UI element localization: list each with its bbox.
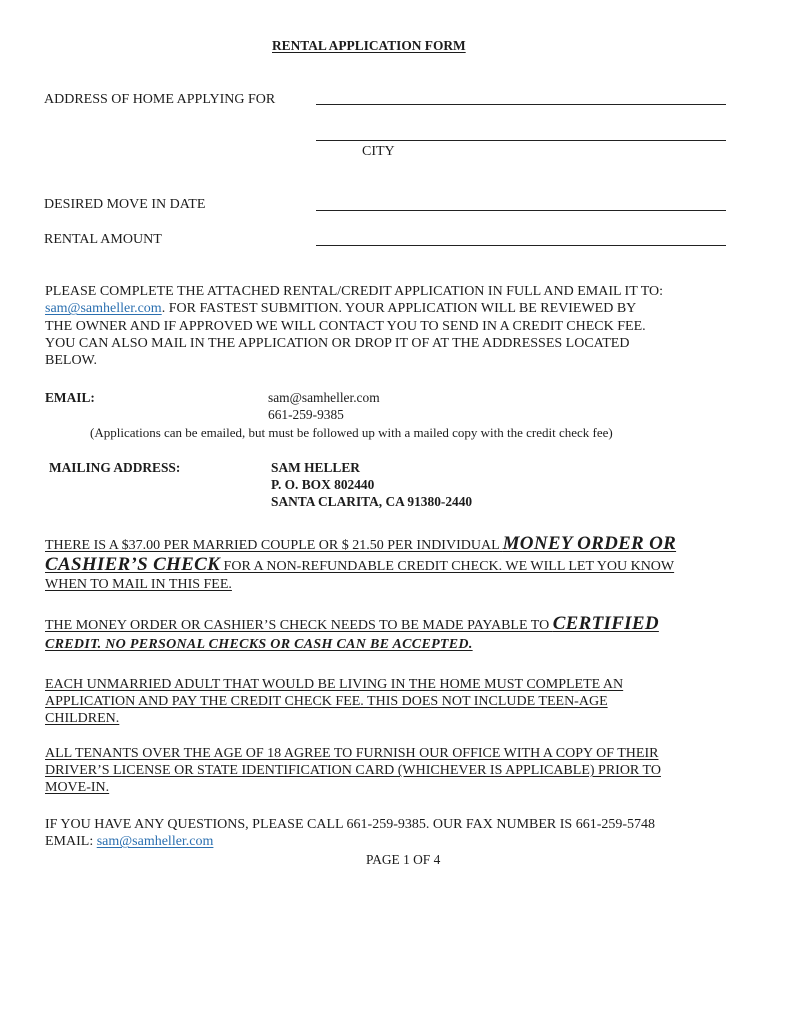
move-in-date-label: DESIRED MOVE IN DATE [44, 197, 206, 212]
rental-amount-label: RENTAL AMOUNT [44, 232, 162, 247]
mailing-po-box: P. O. BOX 802440 [271, 477, 375, 492]
instructions-line-2 [45, 300, 636, 318]
instructions-line-3: THE OWNER AND IF APPROVED WE WILL CONTACT YOU TO SEND IN A CREDIT CHECK FEE. [45, 319, 646, 334]
mailing-name: SAM HELLER [271, 460, 360, 475]
city-label: CITY [362, 144, 395, 159]
fee-line-3: WHEN TO MAIL IN THIS FEE. [45, 577, 232, 592]
tenants-line-1: ALL TENANTS OVER THE AGE OF 18 AGREE TO FURNISH OUR OFFICE WITH A COPY OF THEIR [45, 746, 659, 761]
instructions-line-1: PLEASE COMPLETE THE ATTACHED RENTAL/CREDIT APPLICATION IN FULL AND EMAIL IT TO: [45, 284, 664, 299]
address-line-2[interactable] [316, 140, 726, 141]
fee-emphasis-2: CASHIER’S CHECK [45, 554, 221, 575]
payable-line-1-text: THE MONEY ORDER OR CASHIER’S CHECK NEEDS TO BE MADE PAYABLE TO [45, 618, 553, 633]
mailing-address-label: MAILING ADDRESS: [49, 460, 181, 475]
payable-emphasis: CERTIFIED [552, 613, 659, 634]
payable-line-2: CREDIT. NO PERSONAL CHECKS OR CASH CAN BE ACCEPTED. [45, 637, 473, 652]
move-in-date-line[interactable] [316, 210, 726, 211]
address-field-label: ADDRESS OF HOME APPLYING FOR [44, 92, 276, 107]
tenants-line-3: MOVE-IN. [45, 780, 110, 795]
email-note: (Applications can be emailed, but must be followed up with a mailed copy with the credit check fee) [90, 425, 613, 440]
questions-email-label: EMAIL: [45, 834, 97, 849]
page-title: RENTAL APPLICATION FORM [272, 38, 466, 53]
questions-line-1: IF YOU HAVE ANY QUESTIONS, PLEASE CALL 661-259-9385. OUR FAX NUMBER IS 661-259-5748 [45, 817, 656, 832]
fee-line-2-text: FOR A NON-REFUNDABLE CREDIT CHECK. WE WILL LET YOU KNOW [220, 559, 675, 574]
tenants-line-2: DRIVER’S LICENSE OR STATE IDENTIFICATION CARD (WHICHEVER IS APPLICABLE) PRIOR TO [45, 763, 661, 778]
unmarried-line-1: EACH UNMARRIED ADULT THAT WOULD BE LIVING IN THE HOME MUST COMPLETE AN [45, 677, 624, 692]
rental-amount-line[interactable] [316, 245, 726, 246]
address-line[interactable] [316, 104, 726, 105]
instructions-line-4: YOU CAN ALSO MAIL IN THE APPLICATION OR DROP IT OF AT THE ADDRESSES LOCATED [45, 336, 630, 351]
unmarried-line-2: APPLICATION AND PAY THE CREDIT CHECK FEE. THIS DOES NOT INCLUDE TEEN-AGE [45, 694, 608, 709]
email-label: EMAIL: [45, 390, 95, 405]
questions-email-link[interactable]: sam@samheller.com [96, 834, 214, 849]
email-link[interactable]: sam@samheller.com [45, 301, 162, 316]
contact-phone: 661-259-9385 [268, 407, 344, 422]
instructions-line-5: BELOW. [45, 353, 97, 368]
contact-email: sam@samheller.com [268, 390, 380, 405]
questions-line-2 [45, 833, 213, 851]
page-number: PAGE 1 OF 4 [366, 852, 441, 867]
instructions-line-2-text: . FOR FASTEST SUBMITION. YOUR APPLICATION WILL BE REVIEWED BY [161, 301, 637, 316]
mailing-city-state-zip: SANTA CLARITA, CA 91380-2440 [271, 494, 473, 509]
fee-line-2 [45, 554, 674, 578]
unmarried-line-3: CHILDREN. [45, 711, 120, 726]
fee-emphasis-1: MONEY ORDER OR [502, 533, 677, 554]
fee-line-1-text: THERE IS A $37.00 PER MARRIED COUPLE OR $ 21.50 PER INDIVIDUAL [45, 538, 503, 553]
